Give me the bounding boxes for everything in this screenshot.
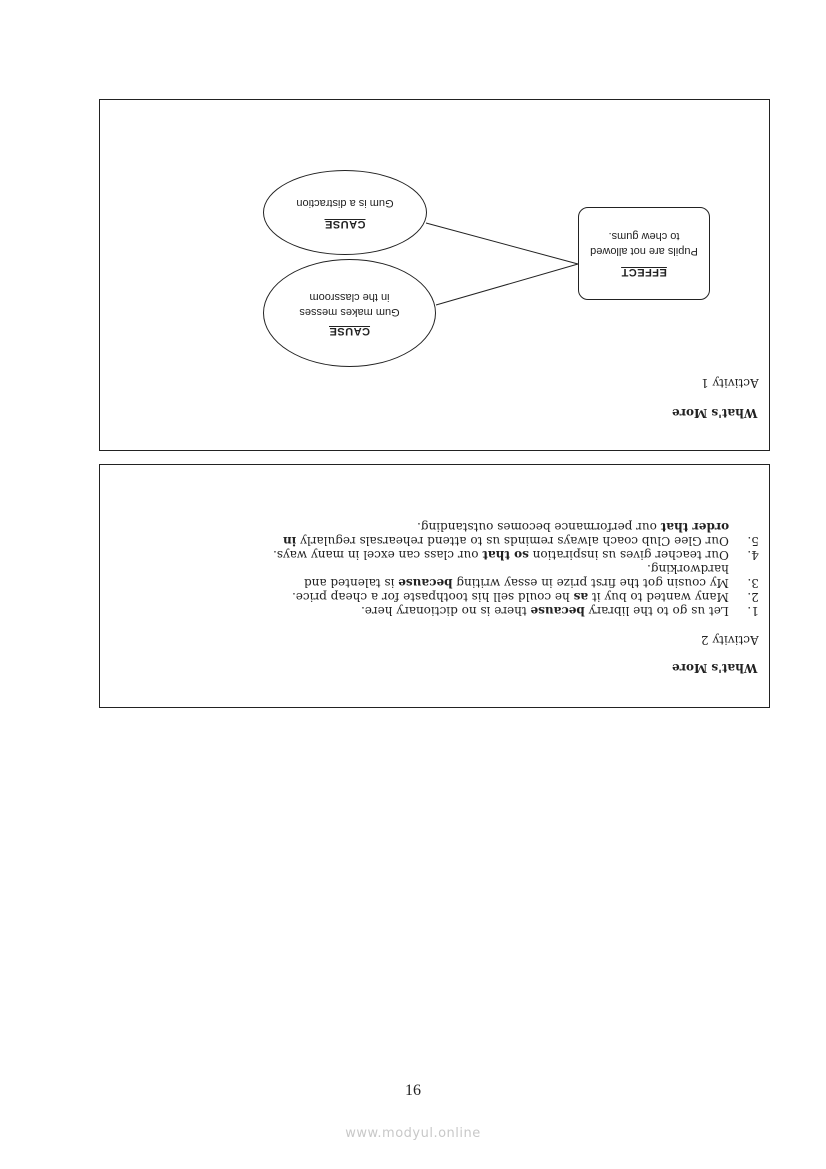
list-item-continuation <box>417 520 729 534</box>
list-item <box>283 534 759 548</box>
connector-line-cause1 <box>436 264 578 305</box>
item-keyword: because <box>398 576 453 590</box>
cause-node-1 <box>263 259 436 367</box>
item-keyword: order that <box>660 520 729 534</box>
item-text: our class can excel in many ways. <box>273 548 483 562</box>
activity1-subheading: Activity 1 <box>701 376 759 390</box>
watermark: www.modyul.online <box>345 1126 481 1141</box>
item-number: 3. <box>747 576 759 590</box>
cause-label-2: CAUSE <box>324 218 366 230</box>
cause-text-2a: Gum is a distraction <box>296 197 394 209</box>
list-item <box>304 576 759 590</box>
effect-text-b: to chew gums. <box>608 230 680 243</box>
cause-text-1a: Gum makes messes <box>299 306 400 318</box>
item-text: our performance becomes outstanding. <box>416 520 661 534</box>
cause-node-2 <box>263 170 427 255</box>
item-number: 4. <box>747 548 759 562</box>
item-text: there is no dictionary here. <box>361 604 531 618</box>
list-item <box>361 604 759 618</box>
effect-node <box>578 207 710 300</box>
page-number: 16 <box>405 1082 421 1099</box>
list-item-continuation <box>647 562 729 576</box>
cause-text-1b: in the classroom <box>309 291 390 303</box>
item-text: is talented and <box>304 576 399 590</box>
activity2-subheading: Activity 2 <box>701 633 759 647</box>
list-item <box>273 548 759 562</box>
item-number: 5. <box>747 534 759 548</box>
item-text: My cousin got the first prize in essay writing <box>452 576 729 590</box>
item-keyword: so that <box>482 548 530 562</box>
cause-label-1: CAUSE <box>329 325 371 337</box>
activity2-heading: What's More <box>671 661 757 675</box>
effect-label: EFFECT <box>621 266 667 279</box>
item-text: he could sell his toothpaste for a cheap price. <box>292 590 574 604</box>
item-number: 2. <box>747 590 759 604</box>
item-text: Many wanted to buy it <box>588 590 729 604</box>
item-text: hardworking. <box>647 562 729 576</box>
activity2-box <box>99 464 770 708</box>
item-text: Our Glee Club coach always reminds us to attend rehearsals regularly <box>296 534 729 548</box>
item-number: 1. <box>747 604 759 618</box>
activity1-box <box>99 99 770 451</box>
item-text: Let us go to the library <box>584 604 729 618</box>
effect-text-a: Pupils are not allowed <box>590 245 698 258</box>
item-keyword: because <box>530 604 585 618</box>
item-keyword: in <box>283 534 297 548</box>
connector-line-cause2 <box>426 223 578 264</box>
item-keyword: as <box>573 590 589 604</box>
item-text: Our teacher gives us inspiration <box>529 548 729 562</box>
activity1-heading: What's More <box>671 406 757 420</box>
list-item <box>292 590 759 604</box>
